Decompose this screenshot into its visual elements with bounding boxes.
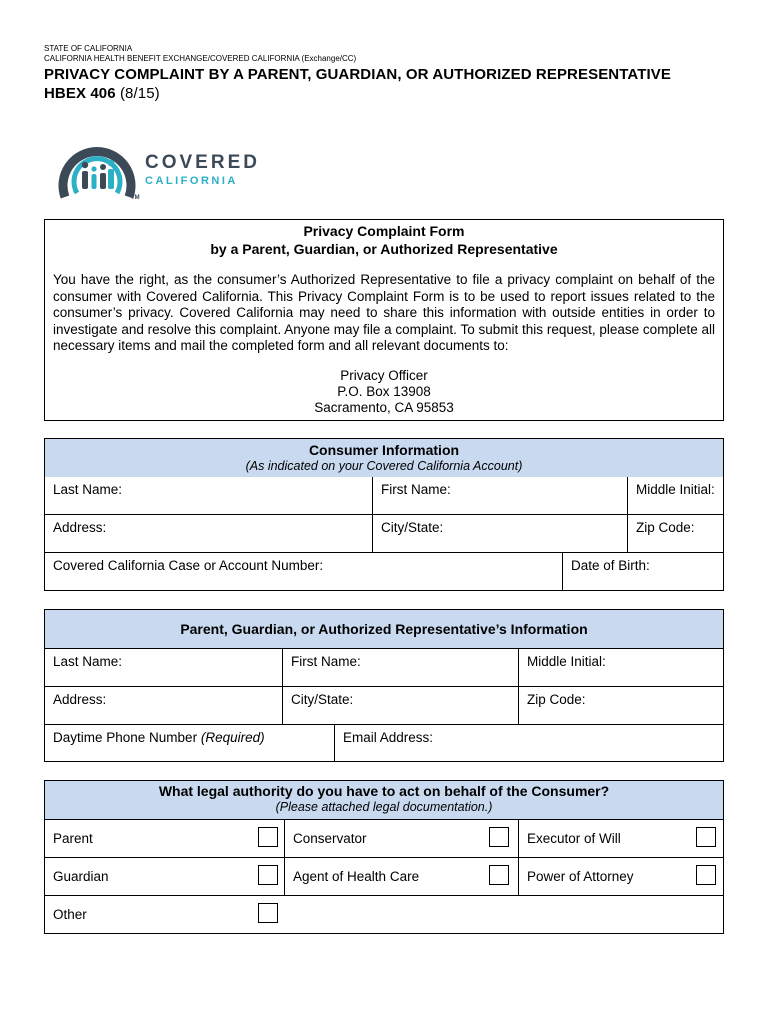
phone-label: Daytime Phone Number: [53, 730, 198, 745]
representative-section-title: Parent, Guardian, or Authorized Representative’s Information: [180, 621, 588, 637]
executor-checkbox[interactable]: [696, 827, 716, 847]
consumer-information-section: [44, 438, 724, 591]
representative-name-row: [45, 649, 723, 687]
state-label: STATE OF CALIFORNIA: [44, 44, 133, 53]
authority-row-3: [45, 896, 723, 934]
consumer-last-name-field[interactable]: Last Name:: [45, 477, 373, 514]
logo-wordmark: [145, 153, 260, 188]
consumer-dob-field[interactable]: Date of Birth:: [571, 558, 650, 573]
form-title: PRIVACY COMPLAINT BY A PARENT, GUARDIAN, OR AUTHORIZED REPRESENTATIVE: [44, 66, 671, 83]
authority-row-2: [45, 858, 723, 896]
parent-checkbox[interactable]: [258, 827, 278, 847]
form-id: HBEX 406: [44, 85, 116, 102]
representative-section-header: [45, 610, 723, 649]
logo-arc-icon: [57, 127, 137, 207]
representative-city-state-field[interactable]: City/State:: [283, 687, 519, 724]
mailing-address: [45, 368, 723, 416]
representative-first-name-field[interactable]: First Name:: [283, 649, 519, 686]
representative-address-row: [45, 687, 723, 725]
consumer-zip-field[interactable]: Zip Code:: [636, 520, 695, 535]
logo-word-california: CALIFORNIA: [145, 175, 238, 187]
consumer-address-row: [45, 515, 723, 553]
logo-trademark: TM: [131, 195, 140, 201]
intro-title: Privacy Complaint Form: [303, 223, 465, 239]
representative-middle-initial-field[interactable]: Middle Initial:: [527, 654, 606, 669]
option-executor-label: Executor of Will: [527, 831, 621, 846]
intro-subtitle: by a Parent, Guardian, or Authorized Representative: [210, 241, 558, 257]
authority-section-title: What legal authority do you have to act on behalf of the Consumer?: [158, 783, 610, 799]
legal-authority-section: [44, 780, 724, 934]
consumer-first-name-field[interactable]: First Name:: [373, 477, 628, 514]
phone-required-note: (Required): [200, 730, 265, 745]
representative-information-section: [44, 609, 724, 762]
consumer-section-subtitle: (As indicated on your Covered California Account): [245, 459, 523, 473]
option-parent-label: Parent: [45, 820, 285, 857]
representative-last-name-field[interactable]: Last Name:: [45, 649, 283, 686]
consumer-case-row: [45, 553, 723, 590]
representative-address-field[interactable]: Address:: [45, 687, 283, 724]
form-header: [44, 44, 744, 102]
consumer-middle-initial-field[interactable]: Middle Initial:: [636, 482, 715, 497]
other-checkbox[interactable]: [258, 903, 278, 923]
form-date: (8/15): [119, 85, 160, 102]
representative-contact-row: [45, 725, 723, 762]
agent-checkbox[interactable]: [489, 865, 509, 885]
option-guardian-label: Guardian: [45, 858, 285, 895]
representative-phone-field[interactable]: [45, 725, 335, 762]
intro-section: [44, 219, 724, 421]
address-line-3: Sacramento, CA 95853: [314, 399, 454, 415]
representative-email-field[interactable]: Email Address:: [343, 730, 434, 745]
agency-label: CALIFORNIA HEALTH BENEFIT EXCHANGE/COVERED CALIFORNIA (Exchange/CC): [44, 54, 357, 63]
authority-row-1: [45, 820, 723, 858]
poa-checkbox[interactable]: [696, 865, 716, 885]
address-line-1: Privacy Officer: [340, 367, 428, 383]
option-other-label: Other: [53, 907, 87, 922]
covered-california-logo: [57, 127, 260, 207]
authority-section-subtitle: (Please attached legal documentation.): [275, 800, 493, 814]
conservator-checkbox[interactable]: [489, 827, 509, 847]
address-line-2: P.O. Box 13908: [337, 383, 431, 399]
representative-zip-field[interactable]: Zip Code:: [527, 692, 586, 707]
consumer-address-field[interactable]: Address:: [45, 515, 373, 552]
guardian-checkbox[interactable]: [258, 865, 278, 885]
option-poa-label: Power of Attorney: [527, 869, 634, 884]
consumer-section-header: [45, 439, 723, 477]
logo-word-covered: COVERED: [145, 152, 260, 173]
intro-paragraph: You have the right, as the consumer’s Authorized Representative to file a privacy complaint on behalf of the consumer with Covered California. This Privacy Complaint Form is to be used to report issues related to the consumer’s privacy. Covered California may need to share this information with outside entities in order to investigate and resolve this complaint. Anyone may file a complaint. To submit this request, please complete all necessary items and mail the completed form and all relevant documents to:: [53, 272, 715, 353]
consumer-section-title: Consumer Information: [308, 442, 460, 458]
form-id-line: [44, 85, 744, 102]
authority-section-header: [45, 781, 723, 820]
consumer-city-state-field[interactable]: City/State:: [373, 515, 628, 552]
option-conservator-label: Conservator: [285, 820, 519, 857]
option-agent-label: Agent of Health Care: [285, 858, 519, 895]
consumer-case-number-field[interactable]: Covered California Case or Account Number:: [45, 553, 563, 590]
consumer-name-row: [45, 477, 723, 515]
